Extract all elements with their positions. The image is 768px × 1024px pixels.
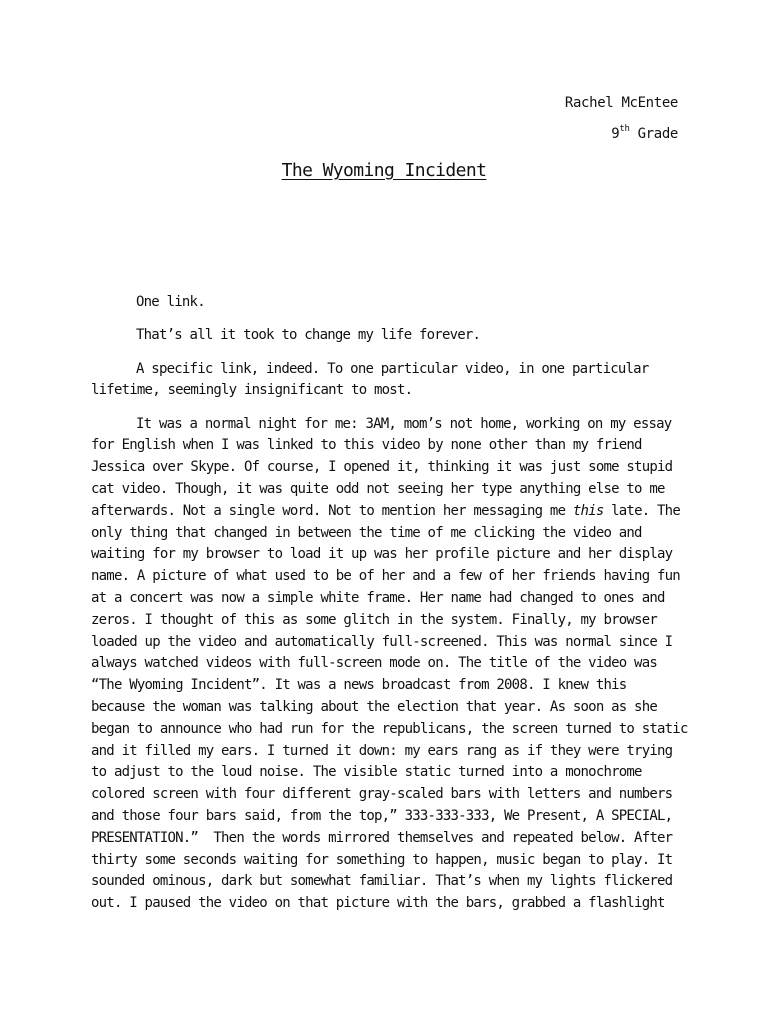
- italic-word: this: [572, 502, 604, 519]
- grade-label: Grade: [629, 126, 678, 142]
- grade-number: 9: [611, 126, 620, 142]
- paragraph-4-line: colored screen with four different gray-scaled bars with letters and numbers: [91, 786, 673, 803]
- paragraph-4-line: PRESENTATION.” Then the words mirrored themselves and repeated below. After: [91, 829, 673, 846]
- paragraph-4-line: because the woman was talking about the election that year. As soon as she: [91, 699, 658, 716]
- paragraph-4-line-start: afterwards. Not a single word. Not to mention her messaging me: [91, 502, 573, 519]
- paragraph-4-line: loaded up the video and automatically full-screened. This was normal since I: [91, 633, 673, 650]
- paragraph-4-line: waiting for my browser to load it up was her profile picture and her display: [91, 546, 673, 563]
- paragraph-4-line: and those four bars said, from the top,” 333-333-333, We Present, A SPECIAL,: [91, 808, 673, 825]
- paragraph-4-line: began to announce who had run for the republicans, the screen turned to static: [91, 720, 688, 737]
- paragraph-4-line: Jessica over Skype. Of course, I opened it, thinking it was just some stupid: [91, 459, 673, 476]
- paragraph-3: [91, 359, 681, 403]
- paragraph-2: That’s all it took to change my life forever.: [136, 327, 481, 344]
- author-name: Rachel McEntee: [564, 95, 678, 111]
- paragraph-4-line: name. A picture of what used to be of her and a few of her friends having fun: [91, 568, 680, 585]
- paragraph-4-line-end: late. The: [603, 502, 680, 519]
- paragraph-4-line: sounded ominous, dark but somewhat familiar. That’s when my lights flickered: [91, 873, 673, 890]
- paragraph-4-line: It was a normal night for me: 3AM, mom’s not home, working on my essay: [136, 415, 672, 432]
- paragraph-4-line: and it filled my ears. I turned it down: my ears rang as if they were trying: [91, 742, 673, 759]
- paragraph-4: [91, 414, 688, 915]
- paragraph-4-line: out. I paused the video on that picture with the bars, grabbed a flashlight: [91, 895, 665, 912]
- grade-suffix: th: [619, 124, 630, 135]
- paragraph-4-line: zeros. I thought of this as some glitch in the system. Finally, my browser: [91, 611, 658, 628]
- paragraph-4-line: [91, 501, 681, 523]
- paragraph-4-line: to adjust to the loud noise. The visible static turned into a monochrome: [91, 764, 642, 781]
- paragraph-4-line: for English when I was linked to this video by none other than my friend: [91, 437, 642, 454]
- paragraph-4-line: cat video. Though, it was quite odd not seeing her type anything else to me: [91, 481, 665, 498]
- grade-level: [611, 125, 678, 143]
- essay-body: [91, 292, 688, 915]
- paragraph-3-line: lifetime, seemingly insignificant to most.: [91, 382, 413, 399]
- essay-title: [0, 160, 768, 182]
- paragraph-4-line: at a concert was now a simple white frame. Her name had changed to ones and: [91, 590, 665, 607]
- paragraph-1: One link.: [136, 294, 205, 310]
- paragraph-4-line: only thing that changed in between the time of me clicking the video and: [91, 524, 642, 541]
- paragraph-4-line: thirty some seconds waiting for something to happen, music began to play. It: [91, 851, 673, 868]
- paragraph-4-line: always watched videos with full-screen mode on. The title of the video was: [91, 655, 658, 672]
- essay-title-text: The Wyoming Incident: [281, 160, 487, 181]
- paragraph-4-line: “The Wyoming Incident”. It was a news broadcast from 2008. I knew this: [91, 677, 627, 694]
- paragraph-3-line: A specific link, indeed. To one particular video, in one particular: [136, 360, 649, 377]
